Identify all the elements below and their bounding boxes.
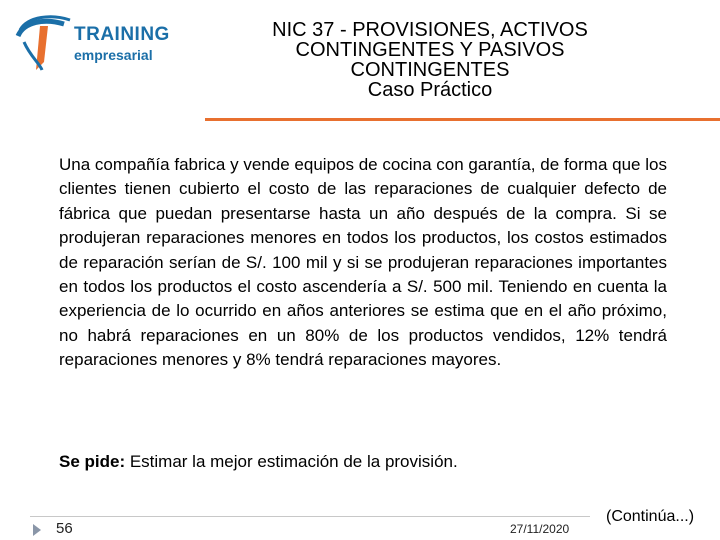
logo-t-icon	[14, 12, 74, 74]
continue-label: (Continúa...)	[606, 508, 695, 525]
task-text: Estimar la mejor estimación de la provisión.	[125, 452, 458, 471]
logo-text-empresarial: empresarial	[74, 47, 153, 63]
logo-text-training: TRAINING	[74, 24, 170, 45]
title-line: CONTINGENTES Y PASIVOS	[295, 39, 565, 61]
task-label: Se pide:	[59, 452, 126, 471]
page-number: 56	[56, 520, 73, 537]
title-divider	[205, 118, 720, 121]
training-empresarial-logo	[14, 12, 184, 74]
slide-date: 27/11/2020	[510, 522, 570, 536]
task-statement	[59, 452, 458, 472]
title-line: CONTINGENTES	[350, 59, 510, 81]
slide-title	[220, 20, 640, 100]
footer-divider	[30, 516, 590, 517]
footer-bullet-icon	[33, 524, 41, 536]
title-line: Caso Práctico	[367, 79, 493, 101]
case-description: Una compañía fabrica y vende equipos de cocina con garantía, de forma que los clientes tienen cubierto el costo de las reparaciones de cualquier defecto de fábrica que puedan presentarse hasta un año después de la compra. Si se produjeran reparaciones menores en todos los productos, los costos estimados de reparación serían de S/. 100 mil y si se produjeran reparaciones importantes en todos los productos el costo ascendería a S/. 500 mil. Teniendo en cuenta la experiencia de lo ocurrido en años anteriores se estima que en el año próximo, no habrá reparaciones en un 80% de los productos vendidos, 12% tendrá reparaciones menores y 8% tendrá reparaciones mayores.	[59, 155, 667, 370]
title-line: NIC 37 - PROVISIONES, ACTIVOS	[272, 19, 588, 41]
